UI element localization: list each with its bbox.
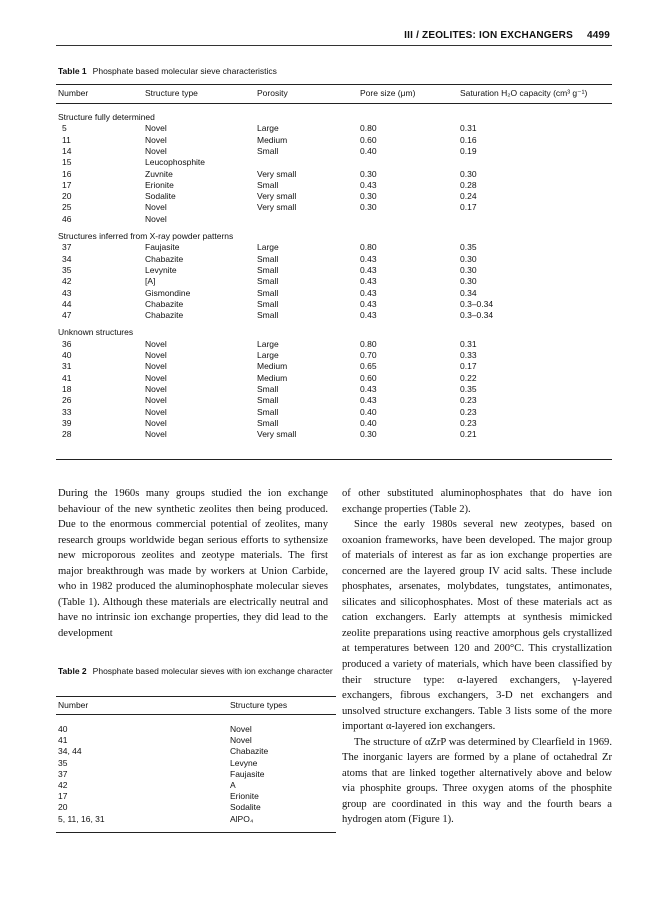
table1-group-title: Structure fully determined <box>58 112 155 122</box>
table1-cell: Chabazite <box>145 298 184 309</box>
table2-cell: Novel <box>230 735 252 746</box>
table1-cell: Very small <box>257 168 297 179</box>
table2-bottom-rule <box>56 832 336 833</box>
table1-cell: 41 <box>62 372 72 383</box>
table2-cell: 35 <box>58 757 68 768</box>
table1-cell: 46 <box>62 213 72 224</box>
table1-cell: Small <box>257 145 279 156</box>
table1-cell: 0.16 <box>460 134 477 145</box>
body-paragraph: Since the early 1980s several new zeotypes, based on oxoanion frameworks, have been developed. The major group of materials of interest as far as ion exchange properties are concerned are the layered group IV acid salts. These include phosphates, arsenates, molybdates, tungstates, antimonates, silicates and silicophosphates. Most of these materials act as cation exchangers. Early attempts at synthesis mimicked zeolite preparations using reactive amorphous gels crystallized at temperatures between 120 and 200°C. This crystallization produced a variety of materials, which have been classified by their structure type: α-layered exchangers, γ-layered exchangers, fibrous exchangers, 3-D net exchangers and unsolved structure exchangers. Table 3 lists some of the more important α-layered ion exchangers. <box>342 519 612 733</box>
table1-cell: Gismondine <box>145 287 191 298</box>
table1-header-cell: Saturation H₂O capacity (cm³ g⁻¹) <box>460 88 588 98</box>
table1-cell: Novel <box>145 213 167 224</box>
table1-cell: 0.43 <box>360 179 377 190</box>
table1-cell: 35 <box>62 264 72 275</box>
table1-cell: 0.23 <box>460 417 477 428</box>
table1-cell: 0.80 <box>360 338 377 349</box>
table2-header-cell: Number <box>58 700 89 710</box>
table1-cell: 0.30 <box>360 168 377 179</box>
table1-cell: Small <box>257 298 279 309</box>
table1-cell: 0.21 <box>460 429 477 440</box>
table1-cell: Novel <box>145 123 167 134</box>
table1-cell: [A] <box>145 276 156 287</box>
table1-cell: Very small <box>257 202 297 213</box>
table1-cell: Small <box>257 264 279 275</box>
table1-cell: Medium <box>257 134 288 145</box>
table1-cell: 0.17 <box>460 361 477 372</box>
table2-header-cell: Structure types <box>230 700 288 710</box>
table1-cell: Chabazite <box>145 310 184 321</box>
table2-top-rule <box>56 696 336 697</box>
table1-cell: 0.24 <box>460 191 477 202</box>
table2-cell: 20 <box>58 802 68 813</box>
table1-cell: 0.30 <box>360 191 377 202</box>
running-head <box>404 30 610 41</box>
table1-cell: 0.19 <box>460 145 477 156</box>
table1-header-cell: Structure type <box>145 88 198 98</box>
running-head-section: III / ZEOLITES: ION EXCHANGERS <box>404 30 573 41</box>
table1-cell: 0.30 <box>360 429 377 440</box>
table1-cell: Novel <box>145 429 167 440</box>
table1-cell: 15 <box>62 157 72 168</box>
table1-cell: Large <box>257 242 279 253</box>
table1-cell: 0.65 <box>360 361 377 372</box>
table1-cell: 11 <box>62 134 71 145</box>
table2-cell: Sodalite <box>230 802 261 813</box>
table1-cell: 0.43 <box>360 264 377 275</box>
table1-cell: 0.43 <box>360 287 377 298</box>
table1-cell: 0.30 <box>460 276 477 287</box>
table1-cell: Erionite <box>145 179 174 190</box>
table1-cell: Novel <box>145 202 167 213</box>
table2-label: Table 2 <box>58 666 87 676</box>
table1-cell: 0.40 <box>360 406 377 417</box>
table1-cell: Leucophosphite <box>145 157 206 168</box>
table2-cell: 34, 44 <box>58 746 82 757</box>
body-paragraph: During the 1960s many groups studied the ion exchange behaviour of the new synthetic zeolites then being produced. Due to the enormous commercial potential of zeolites, many research groups worldwide began serious efforts to sythensize new microporous zeolites and zeotype materials. The first major breakthrough was made by workers at Union Carbide, who in 1982 produced the aluminophosphate molecular sieves (Table 1). Although these materials are electrically neutral and have no intrinsic ion exchange properties, they did lead to the development <box>58 488 328 639</box>
table2-cell: 40 <box>58 724 68 734</box>
table1-cell: Sodalite <box>145 191 176 202</box>
table1-cell: 31 <box>62 361 72 372</box>
table1-cell: Small <box>257 287 279 298</box>
table1-cell: Novel <box>145 395 167 406</box>
table1-cell: 0.60 <box>360 372 377 383</box>
table2-caption <box>58 666 336 677</box>
table1-cell: 0.23 <box>460 395 477 406</box>
table1-cell: Very small <box>257 429 297 440</box>
table1-top-rule <box>56 84 612 85</box>
table1-cell: 0.80 <box>360 242 377 253</box>
table1-cell: 0.3–0.34 <box>460 298 494 309</box>
table1-cell: Levynite <box>145 264 177 275</box>
table2-cell: 17 <box>58 791 68 802</box>
table1-header-cell: Porosity <box>257 88 288 98</box>
table1-cell: 0.22 <box>460 372 477 383</box>
table1-cell: 0.35 <box>460 383 477 394</box>
table1-label: Table 1 <box>58 66 87 76</box>
table1-cell: 14 <box>62 145 72 156</box>
table1-cell: 43 <box>62 287 72 298</box>
table1-cell: 0.80 <box>360 123 377 134</box>
table1-cell: 20 <box>62 191 72 202</box>
table1-cell: 0.17 <box>460 202 477 213</box>
table1-cell: Novel <box>145 361 167 372</box>
table1-header-cell: Pore size (μm) <box>360 88 416 98</box>
page-number: 4499 <box>586 30 610 41</box>
table1-cell: Novel <box>145 338 167 349</box>
table1-cell: 17 <box>62 179 72 190</box>
table1-cell: 0.33 <box>460 350 477 360</box>
table1-cell: Zuvnite <box>145 168 173 179</box>
table1-cell: Medium <box>257 361 288 372</box>
table2-cell: Erionite <box>230 791 259 802</box>
table1-cell: 34 <box>62 253 72 264</box>
table1-cell: 0.60 <box>360 134 377 145</box>
table1-cell: 16 <box>62 168 72 179</box>
table2-cell: Chabazite <box>230 746 269 757</box>
table2-cell: AlPO₄ <box>230 813 254 824</box>
table1-caption <box>58 66 277 76</box>
table1-cell: Novel <box>145 417 167 428</box>
table1-cell: 39 <box>62 417 72 428</box>
table1-cell: 37 <box>62 242 72 253</box>
table1-cell: 42 <box>62 276 72 287</box>
table1-cell: 25 <box>62 202 72 213</box>
table1-cell: Large <box>257 123 279 134</box>
table1-cell: Small <box>257 179 279 190</box>
table1-cell: Small <box>257 310 279 321</box>
table2-title: Phosphate based molecular sieves with ion exchange character <box>92 666 333 676</box>
table1-cell: 0.34 <box>460 287 477 298</box>
table1-cell: 18 <box>62 383 72 394</box>
table2-cell: 37 <box>58 768 68 779</box>
table1-cell: Small <box>257 253 279 264</box>
table1-cell: 40 <box>62 350 72 360</box>
table1-cell: 47 <box>62 310 72 321</box>
table1-cell: 0.3–0.34 <box>460 310 494 321</box>
table1-cell: 0.30 <box>460 253 477 264</box>
table1-cell: 0.43 <box>360 383 377 394</box>
table2-cell: 41 <box>58 735 68 746</box>
table1-cell: 26 <box>62 395 72 406</box>
table1-cell: 0.43 <box>360 253 377 264</box>
table1-cell: 0.30 <box>360 202 377 213</box>
body-column-right <box>342 486 612 828</box>
table1-cell: Novel <box>145 372 167 383</box>
body-paragraph: of other substituted aluminophosphates that do have ion exchange properties (Table 2). <box>342 488 612 515</box>
table1-cell: 0.43 <box>360 276 377 287</box>
table1-cell: Small <box>257 276 279 287</box>
table2-cell: Levyne <box>230 757 258 768</box>
table1-cell: 0.31 <box>460 123 477 134</box>
table2-cell: Novel <box>230 724 252 734</box>
table1-header-cell: Number <box>58 88 89 98</box>
table1-cell: 0.30 <box>460 168 477 179</box>
table1-cell: 0.30 <box>460 264 477 275</box>
table1-cell: Chabazite <box>145 253 184 264</box>
table1-cell: 0.23 <box>460 406 477 417</box>
table1-cell: 0.70 <box>360 350 377 360</box>
table1-cell: Large <box>257 350 279 360</box>
table1-title: Phosphate based molecular sieve characteristics <box>92 66 277 76</box>
table2-cell: Faujasite <box>230 768 265 779</box>
table1-cell: Very small <box>257 191 297 202</box>
table1-cell: Small <box>257 383 279 394</box>
header-rule <box>56 45 612 46</box>
table1-cell: 0.35 <box>460 242 477 253</box>
table1-cell: Faujasite <box>145 242 180 253</box>
table1-cell: Small <box>257 417 279 428</box>
table1-cell: Novel <box>145 145 167 156</box>
table1-group-title: Unknown structures <box>58 327 134 338</box>
table2-cell: 42 <box>58 780 68 790</box>
table1-cell: 0.43 <box>360 298 377 309</box>
table2-cell: A <box>230 780 236 790</box>
table1-cell: Novel <box>145 406 167 417</box>
table1-cell: Small <box>257 406 279 417</box>
table1-cell: Medium <box>257 372 288 383</box>
table1-cell: Small <box>257 395 279 406</box>
table2-header-rule <box>56 714 336 715</box>
table1-cell: 28 <box>62 429 72 440</box>
table1-cell: 33 <box>62 406 72 417</box>
table1-cell: 0.31 <box>460 338 477 349</box>
table1-header-rule <box>56 103 612 104</box>
table1-cell: Novel <box>145 383 167 394</box>
table1-cell: 5 <box>62 123 67 134</box>
table1-cell: Novel <box>145 134 167 145</box>
table1-cell: 0.28 <box>460 179 477 190</box>
table1-cell: 0.40 <box>360 417 377 428</box>
body-column-left <box>58 486 328 641</box>
table1-cell: 44 <box>62 298 72 309</box>
table1-cell: 36 <box>62 338 72 349</box>
table1-bottom-rule <box>56 459 612 460</box>
table1-cell: 0.40 <box>360 145 377 156</box>
table1-cell: 0.43 <box>360 310 377 321</box>
table1-cell: Large <box>257 338 279 349</box>
table1-cell: 0.43 <box>360 395 377 406</box>
table1-group-title: Structures inferred from X-ray powder patterns <box>58 231 234 241</box>
table1-cell: Novel <box>145 350 167 360</box>
table2-cell: 5, 11, 16, 31 <box>58 813 105 824</box>
body-paragraph: The structure of αZrP was determined by Clearfield in 1969. The inorganic layers are formed by a plane of octahedral Zr atoms that are linked together alternatively above and below via phosphite groups. Three oxygen atoms of the phosphite group are coordinated in this way and the fourth bears a hydrogen atom (Figure 1). <box>342 736 612 826</box>
